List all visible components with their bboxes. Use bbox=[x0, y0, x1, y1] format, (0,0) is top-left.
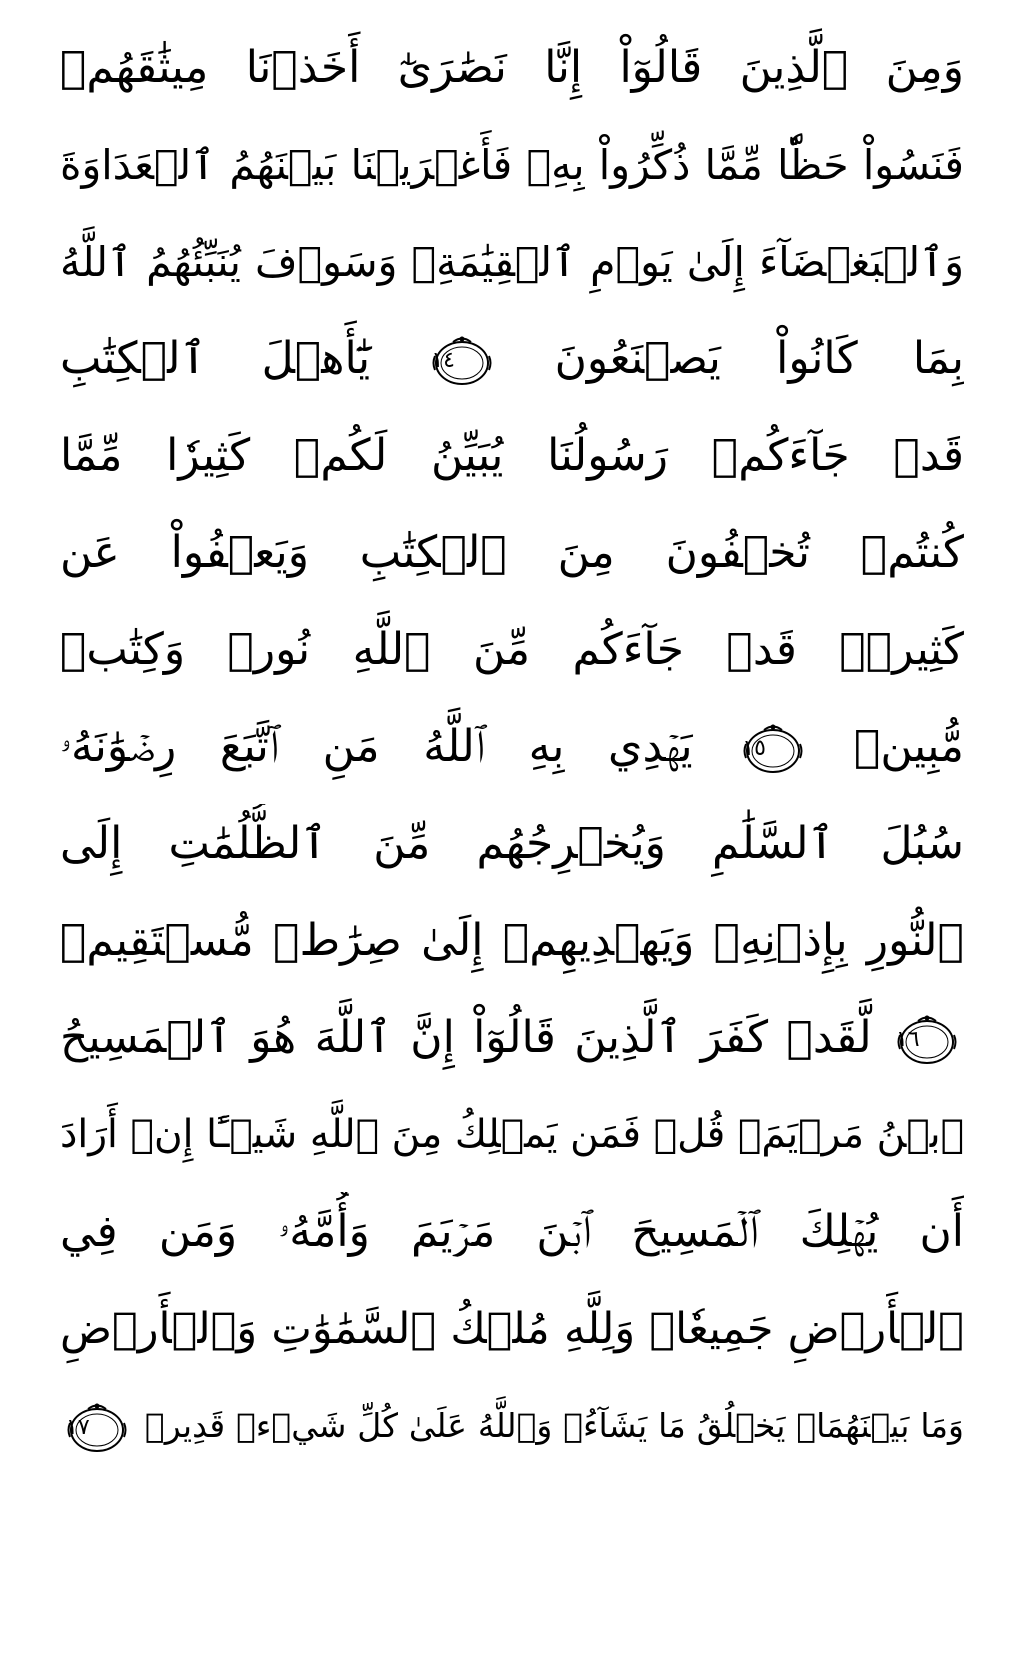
verse-text: أَن يُهۡلِكَ ٱلۡمَسِيحَ ٱبۡنَ مَرۡيَمَ وَأُمَّهُۥ وَمَن فِي bbox=[60, 1206, 964, 1257]
verse-line-12 bbox=[60, 1095, 964, 1175]
ayah-marker-17 bbox=[66, 1401, 128, 1455]
verse-line-11 bbox=[60, 998, 964, 1078]
verse-line-10 bbox=[60, 901, 964, 981]
ayah-number: ١٦ bbox=[895, 1027, 920, 1052]
verse-text: ٱبۡنُ مَرۡيَمَۚ قُلۡ فَمَن يَمۡلِكُ مِنَ ٱللَّهِ شَيۡـًٔا إِنۡ أَرَادَ bbox=[60, 1112, 964, 1157]
verse-line-8 bbox=[60, 707, 964, 787]
verse-text: وَمَا بَيۡنَهُمَاۚ يَخۡلُقُ مَا يَشَآءُۚ وَٱللَّهُ عَلَىٰ كُلِّ شَيۡءٖ قَدِيرٞ bbox=[144, 1406, 964, 1445]
verse-line-14 bbox=[60, 1289, 964, 1369]
verse-text: مُّبِينٞ bbox=[853, 721, 964, 772]
verse-text: يَٰٓأَهۡلَ ٱلۡكِتَٰبِ bbox=[60, 333, 371, 384]
verse-text: قَدۡ جَآءَكُمۡ رَسُولُنَا يُبَيِّنُ لَكُمۡ كَثِيرٗا مِّمَّا bbox=[60, 430, 964, 481]
ayah-number: ١٥ bbox=[742, 736, 766, 761]
verse-text: لَّقَدۡ كَفَرَ ٱلَّذِينَ قَالُوٓاْ إِنَّ ٱللَّهَ هُوَ ٱلۡمَسِيحُ bbox=[60, 1012, 872, 1063]
verse-line-9 bbox=[60, 804, 964, 884]
verse-line-13 bbox=[60, 1192, 964, 1272]
ayah-number: ١٧ bbox=[66, 1414, 90, 1440]
verse-line-4 bbox=[60, 319, 964, 399]
verse-text: سُبُلَ ٱلسَّلَٰمِ وَيُخۡرِجُهُم مِّنَ ٱلظُّلُمَٰتِ إِلَى bbox=[60, 818, 964, 869]
verse-text: يَهۡدِي بِهِ ٱللَّهُ مَنِ ٱتَّبَعَ رِضۡوَٰنَهُۥ bbox=[60, 721, 693, 772]
verse-line-15 bbox=[60, 1386, 964, 1466]
verse-line-2 bbox=[60, 125, 964, 205]
ayah-marker-15 bbox=[742, 722, 804, 776]
verse-text: كَثِيرٖۚ قَدۡ جَآءَكُم مِّنَ ٱللَّهِ نُورٞ وَكِتَٰبٞ bbox=[60, 624, 964, 675]
verse-line-3 bbox=[60, 222, 964, 302]
ayah-number: ١٤ bbox=[431, 348, 455, 373]
verse-text: وَٱلۡبَغۡضَآءَ إِلَىٰ يَوۡمِ ٱلۡقِيَٰمَةِۚ وَسَوۡفَ يُنَبِّئُهُمُ ٱللَّهُ bbox=[60, 238, 964, 286]
verse-line-6 bbox=[60, 513, 964, 593]
ayah-marker-16 bbox=[896, 1013, 958, 1067]
verse-text: ٱلنُّورِ بِإِذۡنِهِۦ وَيَهۡدِيهِمۡ إِلَىٰ صِرَٰطٖ مُّسۡتَقِيمٖ bbox=[60, 915, 964, 966]
verse-line-1 bbox=[60, 28, 964, 108]
verse-text: ٱلۡأَرۡضِ جَمِيعٗاۗ وَلِلَّهِ مُلۡكُ ٱلسَّمَٰوَٰتِ وَٱلۡأَرۡضِ bbox=[60, 1304, 964, 1354]
verse-text: بِمَا كَانُواْ يَصۡنَعُونَ bbox=[554, 333, 964, 384]
verse-text: وَمِنَ ٱلَّذِينَ قَالُوٓاْ إِنَّا نَصَٰرَىٰٓ أَخَذۡنَا مِيثَٰقَهُمۡ bbox=[60, 42, 964, 93]
verse-text: كُنتُمۡ تُخۡفُونَ مِنَ ٱلۡكِتَٰبِ وَيَعۡفُواْ عَن bbox=[60, 527, 964, 578]
verse-line-7 bbox=[60, 610, 964, 690]
verse-text: فَنَسُواْ حَظّٗا مِّمَّا ذُكِّرُواْ بِهِۦ فَأَغۡرَيۡنَا بَيۡنَهُمُ ٱلۡعَدَاوَةَ bbox=[60, 141, 964, 189]
ayah-marker-14 bbox=[431, 334, 493, 388]
verse-line-5 bbox=[60, 416, 964, 496]
